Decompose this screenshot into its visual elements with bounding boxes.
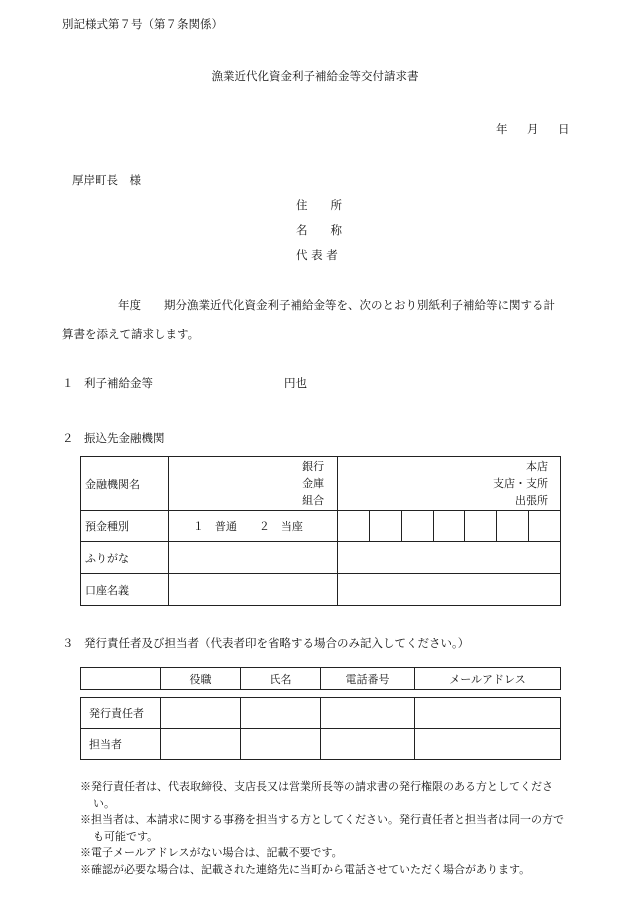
item1-label: 利子補給金等 [84,376,153,390]
account-name-field-2[interactable] [338,574,561,606]
issuer-name-field[interactable] [241,698,321,729]
furigana-field-1[interactable] [168,542,337,574]
issuer-phone-field[interactable] [321,698,415,729]
staff-label: 担当者 [81,729,161,760]
bank-table [80,456,561,606]
furigana-field-2[interactable] [338,542,561,574]
document-title: 漁業近代化資金利子補給金等交付請求書 [211,69,419,83]
issuer-position-field[interactable] [161,698,241,729]
account-digit-1[interactable] [338,511,370,542]
addressee: 厚岸町長 様 [72,173,141,187]
item2-label: 振込先金融機関 [84,431,165,445]
contact-table-gap [81,690,561,698]
representative-label: 代 表 者 [296,248,338,262]
furigana-label: ふりがな [81,542,169,574]
staff-name-field[interactable] [241,729,321,760]
bank-name-field[interactable] [168,457,337,511]
contact-header-email: メールアドレス [415,668,561,690]
branch-field[interactable] [338,457,561,511]
account-digit-7[interactable] [529,511,561,542]
deposit-type-options[interactable]: １ 普通 ２ 当座 [168,511,337,542]
issuer-label: 発行責任者 [81,698,161,729]
note-2: ※担当者は、本請求に関する事務を担当する方としてください。発行責任者と担当者は同一の方でも可能です。 [80,813,564,843]
branch-type-1: 本店 [526,460,548,473]
item2-number: ２ [62,431,74,445]
issuer-email-field[interactable] [415,698,561,729]
account-name-label: 口座名義 [81,574,169,606]
account-digit-4[interactable] [433,511,465,542]
contact-header-name: 氏名 [241,668,321,690]
bank-type-3: 組合 [302,494,325,507]
bank-type-2: 金庫 [302,477,325,490]
notes [80,779,570,878]
staff-email-field[interactable] [415,729,561,760]
item3-label: 発行責任者及び担当者（代表者印を省略する場合のみ記入してください。） [84,636,470,650]
bank-type-1: 銀行 [302,460,325,473]
branch-type-3: 出張所 [515,494,548,507]
item1-number: １ [62,376,74,390]
branch-type-2: 支店・支所 [493,477,548,490]
account-digit-6[interactable] [497,511,529,542]
item1-unit: 円也 [284,376,307,390]
account-digit-2[interactable] [369,511,401,542]
contact-table [80,667,561,760]
body-line-1: 年度 期分漁業近代化資金利子補給金等を、次のとおり別紙利子補給等に関する計 [118,298,555,312]
date-line: 年 月 日 [496,122,574,136]
account-digit-5[interactable] [465,511,497,542]
staff-phone-field[interactable] [321,729,415,760]
staff-position-field[interactable] [161,729,241,760]
note-1: ※発行責任者は、代表取締役、支店長又は営業所長等の請求書の発行権限のある方としてください。 [80,780,553,810]
contact-header-position: 役職 [161,668,241,690]
account-name-field-1[interactable] [168,574,337,606]
body-line-2: 算書を添えて請求します。 [62,327,200,341]
item3-number: ３ [62,636,74,650]
address-label: 住 所 [296,198,342,212]
account-digit-3[interactable] [401,511,433,542]
contact-header-phone: 電話番号 [321,668,415,690]
form-number: 別記様式第７号（第７条関係） [62,17,223,31]
deposit-type-label: 預金種別 [81,511,169,542]
name-label: 名 称 [296,223,342,237]
note-3: ※電子メールアドレスがない場合は、記載不要です。 [80,846,343,859]
contact-header-blank [81,668,161,690]
bank-name-label: 金融機関名 [81,457,169,511]
note-4: ※確認が必要な場合は、記載された連絡先に当町から電話させていただく場合があります。 [80,862,531,876]
